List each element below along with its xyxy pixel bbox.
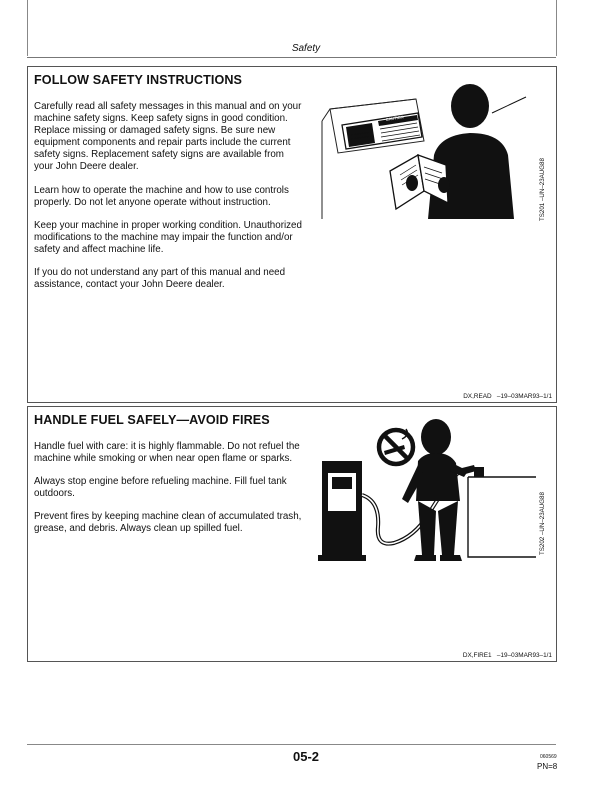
- follow-safety-instructions-section: [27, 66, 557, 403]
- footer-rule: [27, 744, 556, 745]
- illustration-code: TS202 –UN–23AUG88: [539, 492, 546, 555]
- paragraph: Keep your machine in proper working condition. Unauthorized modifications to the machine may impair the function and/or safety and affect machine life.: [34, 219, 302, 255]
- illustration-code: TS201 –UN–23AUG88: [539, 158, 546, 221]
- section-header-label: Safety: [291, 43, 321, 54]
- section-title: HANDLE FUEL SAFELY—AVOID FIRES: [34, 413, 270, 427]
- document-id: 060569: [540, 754, 557, 760]
- paragraph: Always stop engine before refueling machine. Fill fuel tank outdoors.: [34, 476, 287, 500]
- paragraph: Handle fuel with care: it is highly flammable. Do not refuel the machine while smoking or when near open flame or sparks.: [34, 441, 300, 465]
- header-rule: [27, 57, 556, 58]
- handle-fuel-safely-section: [27, 406, 557, 662]
- section-body: [34, 101, 302, 302]
- paragraph: Learn how to operate the machine and how to use controls properly. Do not let anyone operate without instruction.: [34, 184, 289, 208]
- paragraph: Prevent fires by keeping machine clean of accumulated trash, grease, and debris. Always clean up spilled fuel.: [34, 511, 302, 535]
- page-number: 05-2: [292, 749, 320, 764]
- svg-text:CAUTION: CAUTION: [385, 114, 404, 122]
- paragraph: Carefully read all safety messages in this manual and on your machine safety signs. Keep safety signs in good condition. Replace missing or damaged safety signs. Be sure new equipment components and repair parts include the current safety signs. Replacement safety signs are available from your John Deere dealer.: [34, 101, 302, 173]
- person-reading-manual-icon: [320, 79, 538, 229]
- reference-code: DX,FIRE1 –19–03MAR93–1/1: [462, 652, 552, 659]
- section-title: FOLLOW SAFETY INSTRUCTIONS: [34, 73, 243, 87]
- pn-number: PN=8: [537, 762, 558, 771]
- reference-code: DX,READ –19–03MAR93–1/1: [463, 393, 552, 400]
- section-body: [34, 441, 302, 547]
- paragraph: If you do not understand any part of this manual and need assistance, contact your John Deere dealer.: [34, 267, 286, 291]
- person-refueling-no-smoking-icon: [318, 415, 540, 561]
